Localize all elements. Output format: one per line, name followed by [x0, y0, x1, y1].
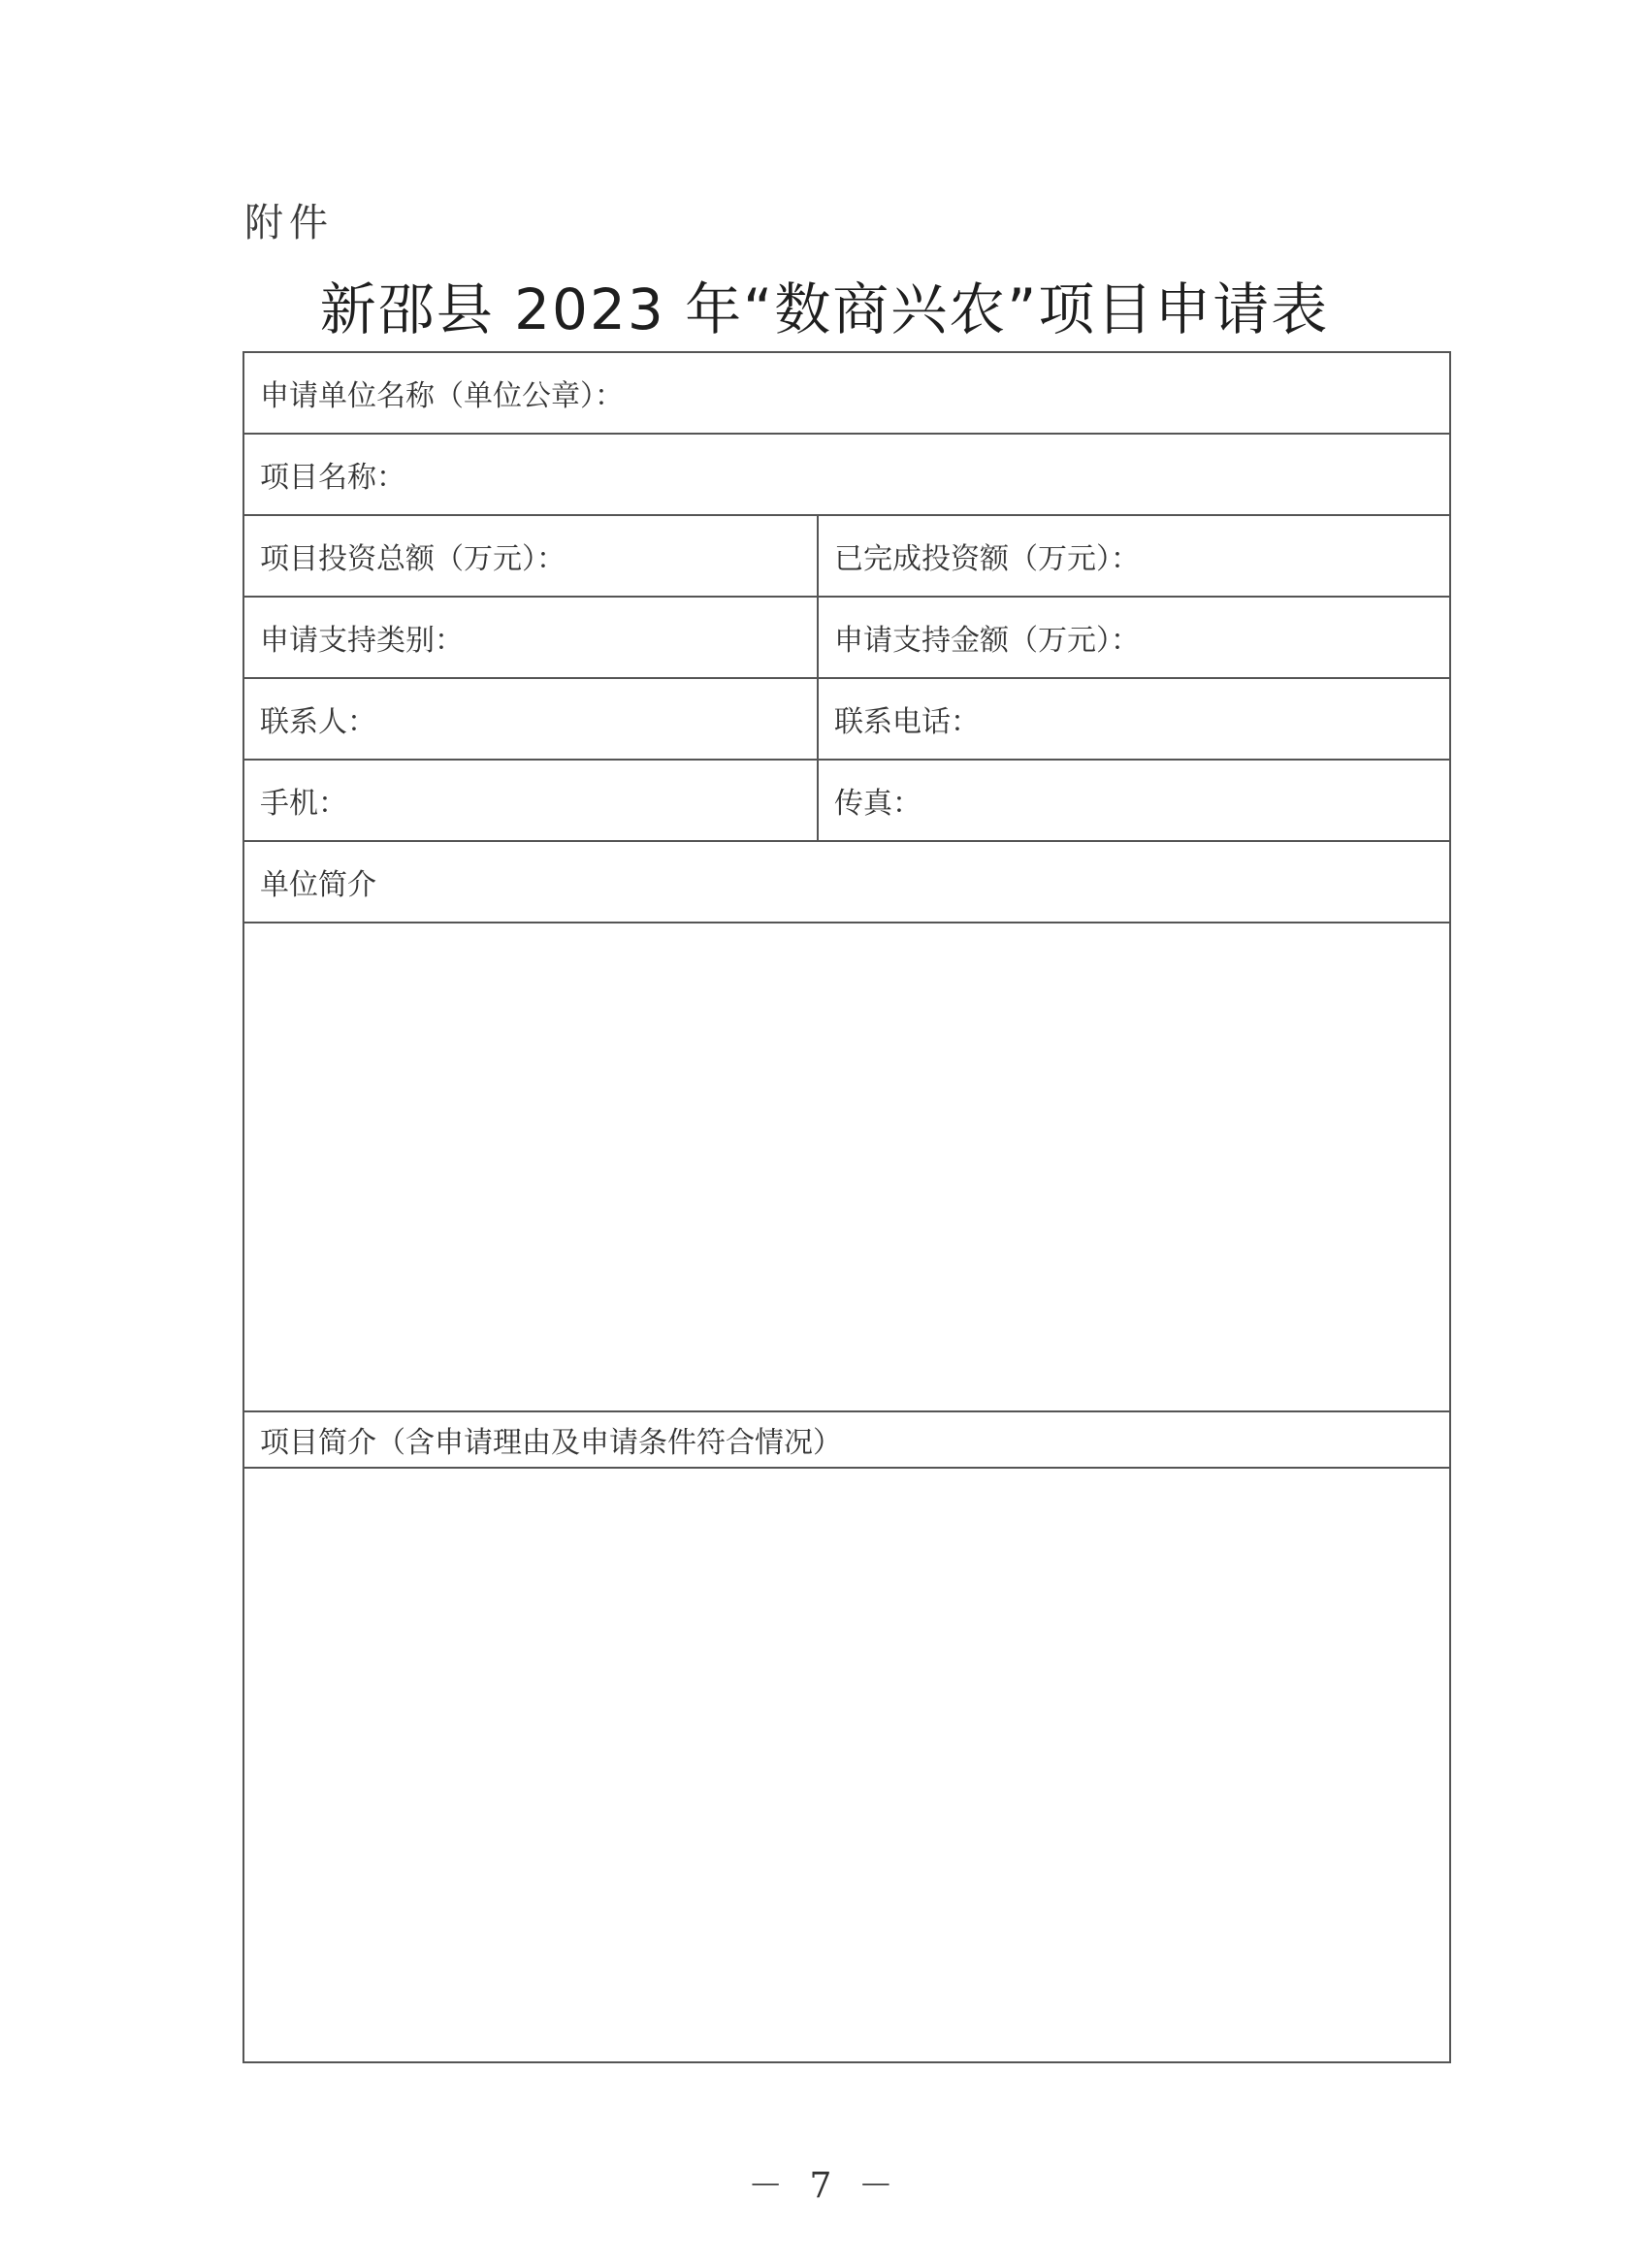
row-applicant-name	[244, 353, 1449, 435]
application-form-table	[242, 351, 1451, 2063]
total-investment-field[interactable]: 项目投资总额（万元）：	[244, 516, 819, 596]
support-amount-field[interactable]: 申请支持金额（万元）：	[834, 624, 1140, 658]
page-title: 新邵县 2023 年“数商兴农”项目申请表	[319, 276, 1330, 342]
row-unit-intro-header	[244, 842, 1449, 923]
row-project-name	[244, 435, 1449, 516]
mobile-field[interactable]: 手机：	[244, 761, 819, 840]
row-support	[244, 598, 1449, 679]
project-intro-input-area[interactable]	[244, 1469, 1449, 2061]
applicant-name-field[interactable]: 申请单位名称（单位公章）：	[260, 379, 624, 413]
fax-field[interactable]: 传真：	[834, 787, 922, 821]
annex-label: 附件	[244, 201, 334, 245]
row-contact	[244, 679, 1449, 761]
unit-intro-input-area[interactable]	[244, 923, 1449, 1412]
page-number: － 7 －	[748, 2166, 901, 2206]
project-intro-label: 项目简介（含申请理由及申请条件符合情况）	[260, 1426, 842, 1460]
contact-phone-field[interactable]: 联系电话：	[834, 705, 980, 739]
unit-intro-label: 单位简介	[260, 868, 376, 902]
completed-investment-field[interactable]: 已完成投资额（万元）：	[834, 542, 1140, 576]
contact-person-field[interactable]: 联系人：	[244, 679, 819, 759]
row-project-intro-header	[244, 1412, 1449, 1469]
support-category-field[interactable]: 申请支持类别：	[244, 598, 819, 677]
row-mobile-fax	[244, 761, 1449, 842]
project-name-field[interactable]: 项目名称：	[260, 461, 405, 495]
row-investment	[244, 516, 1449, 598]
